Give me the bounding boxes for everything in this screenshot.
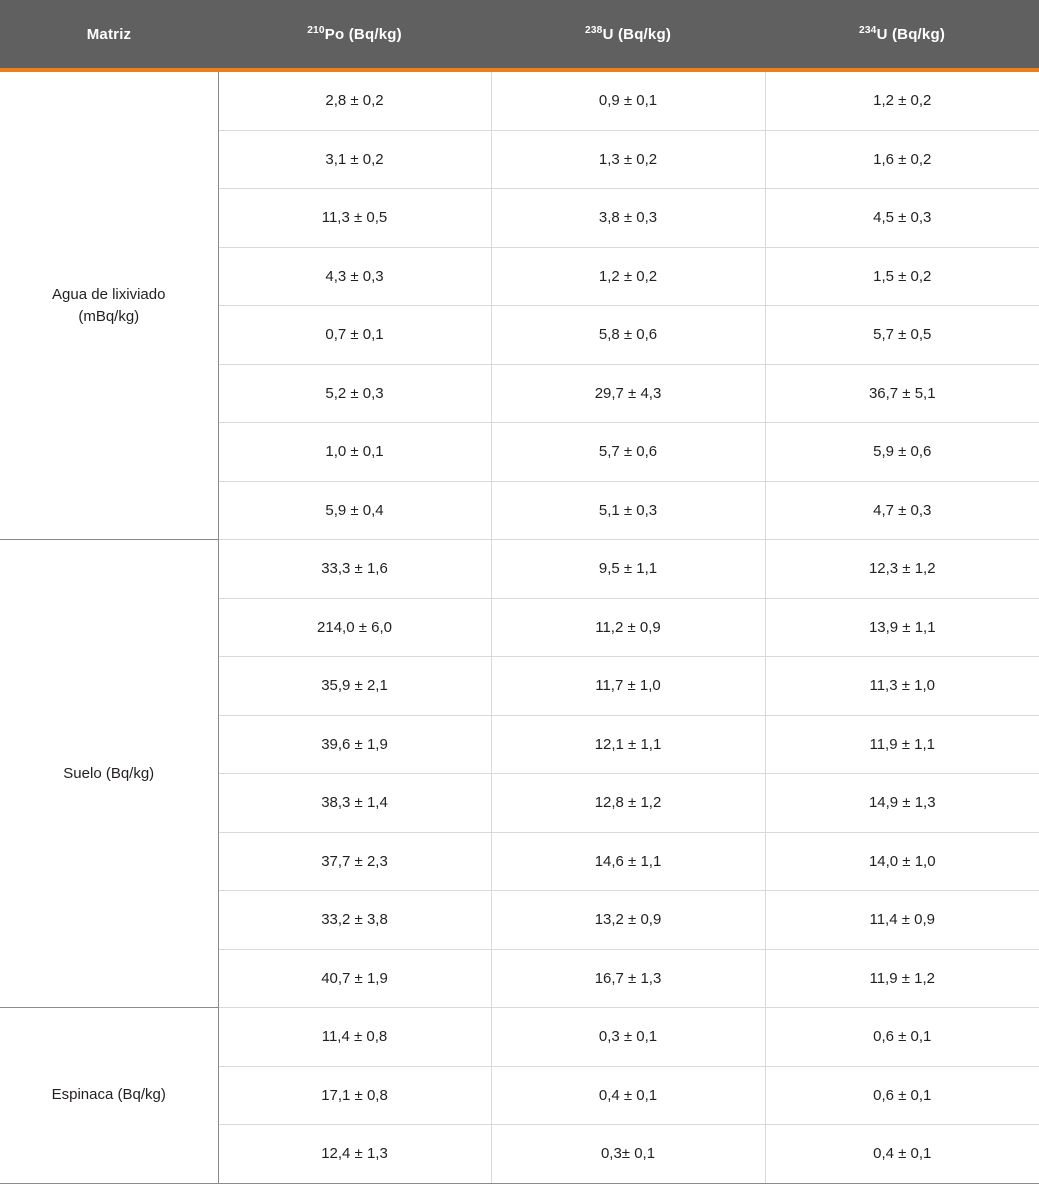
cell-u238: 1,2 ± 0,2 [491,247,765,306]
table-row [0,72,1039,130]
cell-u238: 1,3 ± 0,2 [491,130,765,189]
matrix-cell-espinaca [0,1008,218,1184]
cell-u238: 5,7 ± 0,6 [491,423,765,482]
cell-u234: 5,7 ± 0,5 [765,306,1039,365]
cell-u234: 36,7 ± 5,1 [765,364,1039,423]
cell-po210: 11,3 ± 0,5 [218,189,491,248]
cell-u234: 1,2 ± 0,2 [765,72,1039,130]
matrix-cell-agua-de-lixiviado [0,72,218,540]
cell-po210: 38,3 ± 1,4 [218,774,491,833]
matrix-label-line1: Suelo (Bq/kg) [63,764,155,782]
column-header-u238-label: U (Bq/kg) [602,25,672,43]
header-row [0,0,1039,68]
cell-u238: 16,7 ± 1,3 [491,949,765,1008]
cell-u238: 3,8 ± 0,3 [491,189,765,248]
column-header-po210-label: Po (Bq/kg) [324,25,402,43]
cell-u234: 11,3 ± 1,0 [765,657,1039,716]
cell-u238: 13,2 ± 0,9 [491,891,765,950]
cell-u238: 5,8 ± 0,6 [491,306,765,365]
cell-u238: 0,3 ± 0,1 [491,1008,765,1067]
table-body [0,72,1039,1183]
cell-u238: 9,5 ± 1,1 [491,540,765,599]
cell-po210: 40,7 ± 1,9 [218,949,491,1008]
matrix-label-line1: Agua de lixiviado [52,285,166,303]
cell-u234: 0,6 ± 0,1 [765,1066,1039,1125]
cell-u234: 13,9 ± 1,1 [765,598,1039,657]
column-header-u234 [765,0,1039,68]
cell-u238: 12,1 ± 1,1 [491,715,765,774]
column-header-u234-label: U (Bq/kg) [876,25,946,43]
cell-po210: 11,4 ± 0,8 [218,1008,491,1067]
cell-po210: 17,1 ± 0,8 [218,1066,491,1125]
column-header-u238 [491,0,765,68]
column-header-u234-sup: 234 [858,24,877,36]
cell-po210: 0,7 ± 0,1 [218,306,491,365]
column-header-po210-sup: 210 [307,24,325,36]
cell-po210: 2,8 ± 0,2 [218,72,491,130]
cell-u234: 5,9 ± 0,6 [765,423,1039,482]
column-header-matriz [0,0,218,68]
cell-u234: 11,9 ± 1,2 [765,949,1039,1008]
cell-u234: 0,4 ± 0,1 [765,1125,1039,1184]
cell-u238: 0,3± 0,1 [491,1125,765,1184]
cell-u234: 4,7 ± 0,3 [765,481,1039,540]
cell-u234: 14,9 ± 1,3 [765,774,1039,833]
cell-po210: 5,2 ± 0,3 [218,364,491,423]
cell-u238: 11,2 ± 0,9 [491,598,765,657]
cell-u234: 4,5 ± 0,3 [765,189,1039,248]
cell-u234: 12,3 ± 1,2 [765,540,1039,599]
cell-u234: 11,9 ± 1,1 [765,715,1039,774]
cell-u234: 1,5 ± 0,2 [765,247,1039,306]
cell-u238: 0,4 ± 0,1 [491,1066,765,1125]
cell-u238: 5,1 ± 0,3 [491,481,765,540]
cell-u238: 0,9 ± 0,1 [491,72,765,130]
column-header-po210 [218,0,491,68]
cell-u234: 0,6 ± 0,1 [765,1008,1039,1067]
cell-u238: 12,8 ± 1,2 [491,774,765,833]
cell-u234: 1,6 ± 0,2 [765,130,1039,189]
matrix-label-line1: Espinaca (Bq/kg) [51,1086,166,1104]
cell-u238: 11,7 ± 1,0 [491,657,765,716]
cell-po210: 1,0 ± 0,1 [218,423,491,482]
cell-u238: 14,6 ± 1,1 [491,832,765,891]
cell-po210: 33,3 ± 1,6 [218,540,491,599]
cell-po210: 5,9 ± 0,4 [218,481,491,540]
matrix-cell-suelo [0,540,218,1008]
cell-po210: 4,3 ± 0,3 [218,247,491,306]
column-header-u238-sup: 238 [584,24,603,36]
cell-u234: 14,0 ± 1,0 [765,832,1039,891]
cell-po210: 33,2 ± 3,8 [218,891,491,950]
table-row [0,1008,1039,1067]
cell-po210: 35,9 ± 2,1 [218,657,491,716]
column-header-matriz-label: Matriz [86,25,132,43]
matrix-label-line2: (mBq/kg) [78,307,140,325]
table-header [0,0,1039,72]
cell-po210: 3,1 ± 0,2 [218,130,491,189]
cell-u238: 29,7 ± 4,3 [491,364,765,423]
cell-po210: 214,0 ± 6,0 [218,598,491,657]
cell-po210: 12,4 ± 1,3 [218,1125,491,1184]
cell-u234: 11,4 ± 0,9 [765,891,1039,950]
cell-po210: 37,7 ± 2,3 [218,832,491,891]
table-row [0,540,1039,599]
cell-po210: 39,6 ± 1,9 [218,715,491,774]
